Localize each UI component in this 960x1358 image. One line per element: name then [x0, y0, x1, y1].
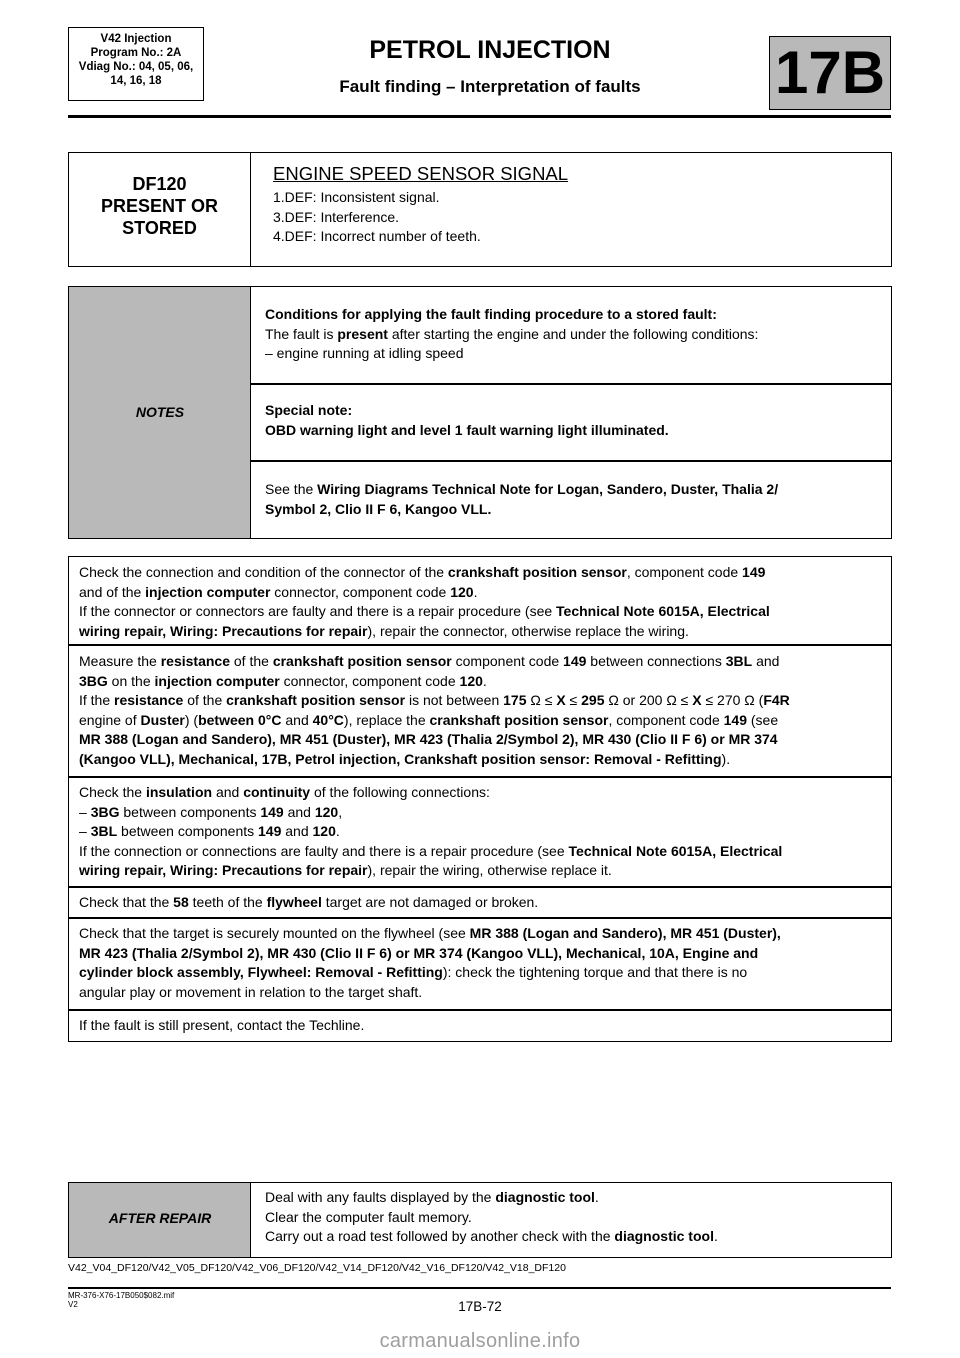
fault-code-line: DF120: [132, 174, 187, 194]
fault-code-cell: [69, 153, 251, 266]
fault-code-line: STORED: [122, 218, 197, 238]
notes-conditions: [265, 305, 758, 364]
step-line: Check that the target is securely mounted on the flywheel (see MR 388 (Logan and Sandero), MR 451 (Duster),: [79, 925, 781, 941]
vehicle-info-line: 14, 16, 18: [110, 75, 162, 87]
notes-conditions-line: The fault is present after starting the engine and under the following conditions:: [265, 325, 759, 342]
step-4: [79, 893, 538, 913]
page-subtitle: Fault finding – Interpretation of faults: [339, 77, 641, 96]
step-5: [79, 924, 781, 1002]
step-line: Check that the 58 teeth of the flywheel target are not damaged or broken.: [79, 894, 539, 910]
page-title: PETROL INJECTION: [369, 36, 611, 64]
after-repair-line: Clear the computer fault memory.: [265, 1208, 472, 1225]
fault-box: [68, 152, 892, 267]
page-number: 17B-72: [458, 1299, 502, 1314]
configuration-reference: V42_V04_DF120/V42_V05_DF120/V42_V06_DF120/V42_V14_DF120/V42_V16_DF120/V42_V18_DF120: [68, 1262, 566, 1274]
vehicle-info-line: Program No.: 2A: [90, 47, 182, 59]
fault-defect: 4.DEF: Incorrect number of teeth.: [273, 228, 481, 244]
step-line: wiring repair, Wiring: Precautions for repair), repair the connector, otherwise replace the wiring.: [79, 622, 689, 639]
step-2: [79, 652, 790, 769]
step-line: – 3BG between components 149 and 120,: [79, 803, 343, 820]
notes-special-text: OBD warning light and level 1 fault warning light illuminated.: [265, 421, 669, 438]
step-line: wiring repair, Wiring: Precautions for repair), repair the wiring, otherwise replace it.: [79, 862, 612, 878]
step-1: [79, 563, 770, 641]
notes-conditions-heading: Conditions for applying the fault finding procedure to a stored fault:: [265, 306, 717, 322]
step-divider: [69, 917, 891, 919]
step-line: 3BG on the injection computer connector, component code 120.: [79, 672, 487, 689]
step-line: MR 423 (Thalia 2/Symbol 2), MR 430 (Clio II F 6) or MR 374 (Kangoo VLL), Mechanical, 10A, Engine and: [79, 944, 759, 961]
step-6: [79, 1016, 364, 1036]
step-line: Check the insulation and continuity of the following connections:: [79, 784, 490, 800]
watermark: carmanualsonline.info: [379, 1330, 581, 1352]
vehicle-info-line: V42 Injection: [100, 33, 172, 45]
fault-defect: 3.DEF: Interference.: [273, 208, 400, 225]
after-repair-label: AFTER REPAIR: [108, 1210, 212, 1226]
document-version: V2: [68, 1300, 78, 1309]
fault-defect: 1.DEF: Inconsistent signal.: [273, 189, 440, 205]
after-repair-line: Carry out a road test followed by another check with the diagnostic tool.: [265, 1228, 718, 1244]
footer-divider: [68, 1287, 891, 1289]
notes-special: [265, 401, 669, 440]
after-repair-instructions: [265, 1188, 718, 1247]
after-repair-line: Deal with any faults displayed by the diagnostic tool.: [265, 1189, 599, 1205]
step-line: Measure the resistance of the crankshaft position sensor component code 149 between connections 3BL and: [79, 653, 780, 669]
step-line: cylinder block assembly, Flywheel: Removal - Refitting): check the tightening torque and that there is no: [79, 964, 748, 980]
step-line: If the fault is still present, contact the Techline.: [79, 1017, 365, 1033]
vehicle-info-box: [68, 27, 204, 101]
after-repair-box: [68, 1182, 892, 1258]
vehicle-info-line: Vdiag No.: 04, 05, 06,: [78, 61, 194, 73]
notes-label: NOTES: [135, 404, 185, 420]
step-divider: [69, 776, 891, 778]
fault-title: ENGINE SPEED SENSOR SIGNAL: [273, 163, 569, 184]
document-id-line: MR-376-X76-17B050$082.mif: [68, 1291, 175, 1300]
step-line: (Kangoo VLL), Mechanical, 17B, Petrol injection, Crankshaft position sensor: Removal - Refitting).: [79, 750, 731, 767]
fault-code-line: PRESENT OR: [100, 196, 219, 216]
step-line: If the connection or connections are faulty and there is a repair procedure (see Technical Note 6015A, Electrical: [79, 842, 783, 859]
notes-special-heading: Special note:: [265, 402, 353, 418]
header-divider: [68, 115, 891, 118]
step-line: angular play or movement in relation to the target shaft.: [79, 983, 423, 1000]
step-line: MR 388 (Logan and Sandero), MR 451 (Duster), MR 423 (Thalia 2/Symbol 2), MR 430 (Clio II F 6) or MR 374: [79, 731, 778, 747]
step-line: If the resistance of the crankshaft position sensor is not between 175 Ω ≤ X ≤ 295 Ω or 200 Ω ≤ X ≤ 270 Ω (F4R: [79, 692, 790, 708]
section-code-badge: 17B: [769, 36, 891, 110]
notes-wiring-ref: See the Wiring Diagrams Technical Note for Logan, Sandero, Duster, Thalia 2/ Symbol 2, Clio II F 6, Kangoo VLL.: [265, 481, 779, 517]
step-line: engine of Duster) (between 0°C and 40°C), replace the crankshaft position sensor, component code 149 (see: [79, 711, 779, 728]
procedure-steps: [68, 556, 892, 1042]
step-divider: [69, 644, 891, 646]
fault-defect-list: [273, 188, 481, 247]
notes-divider: [251, 383, 891, 385]
step-divider: [69, 886, 891, 888]
step-line: Check the connection and condition of the connector of the crankshaft position sensor, component code 149: [79, 564, 766, 580]
notes-divider: [251, 460, 891, 462]
step-divider: [69, 1009, 891, 1011]
notes-conditions-bullet: – engine running at idling speed: [265, 345, 464, 361]
step-line: – 3BL between components 149 and 120.: [79, 823, 340, 839]
step-3: [79, 783, 782, 881]
step-line: If the connector or connectors are faulty and there is a repair procedure (see Technical Note 6015A, Electrical: [79, 603, 770, 619]
notes-box: [68, 286, 892, 539]
step-line: and of the injection computer connector, component code 120.: [79, 583, 478, 600]
